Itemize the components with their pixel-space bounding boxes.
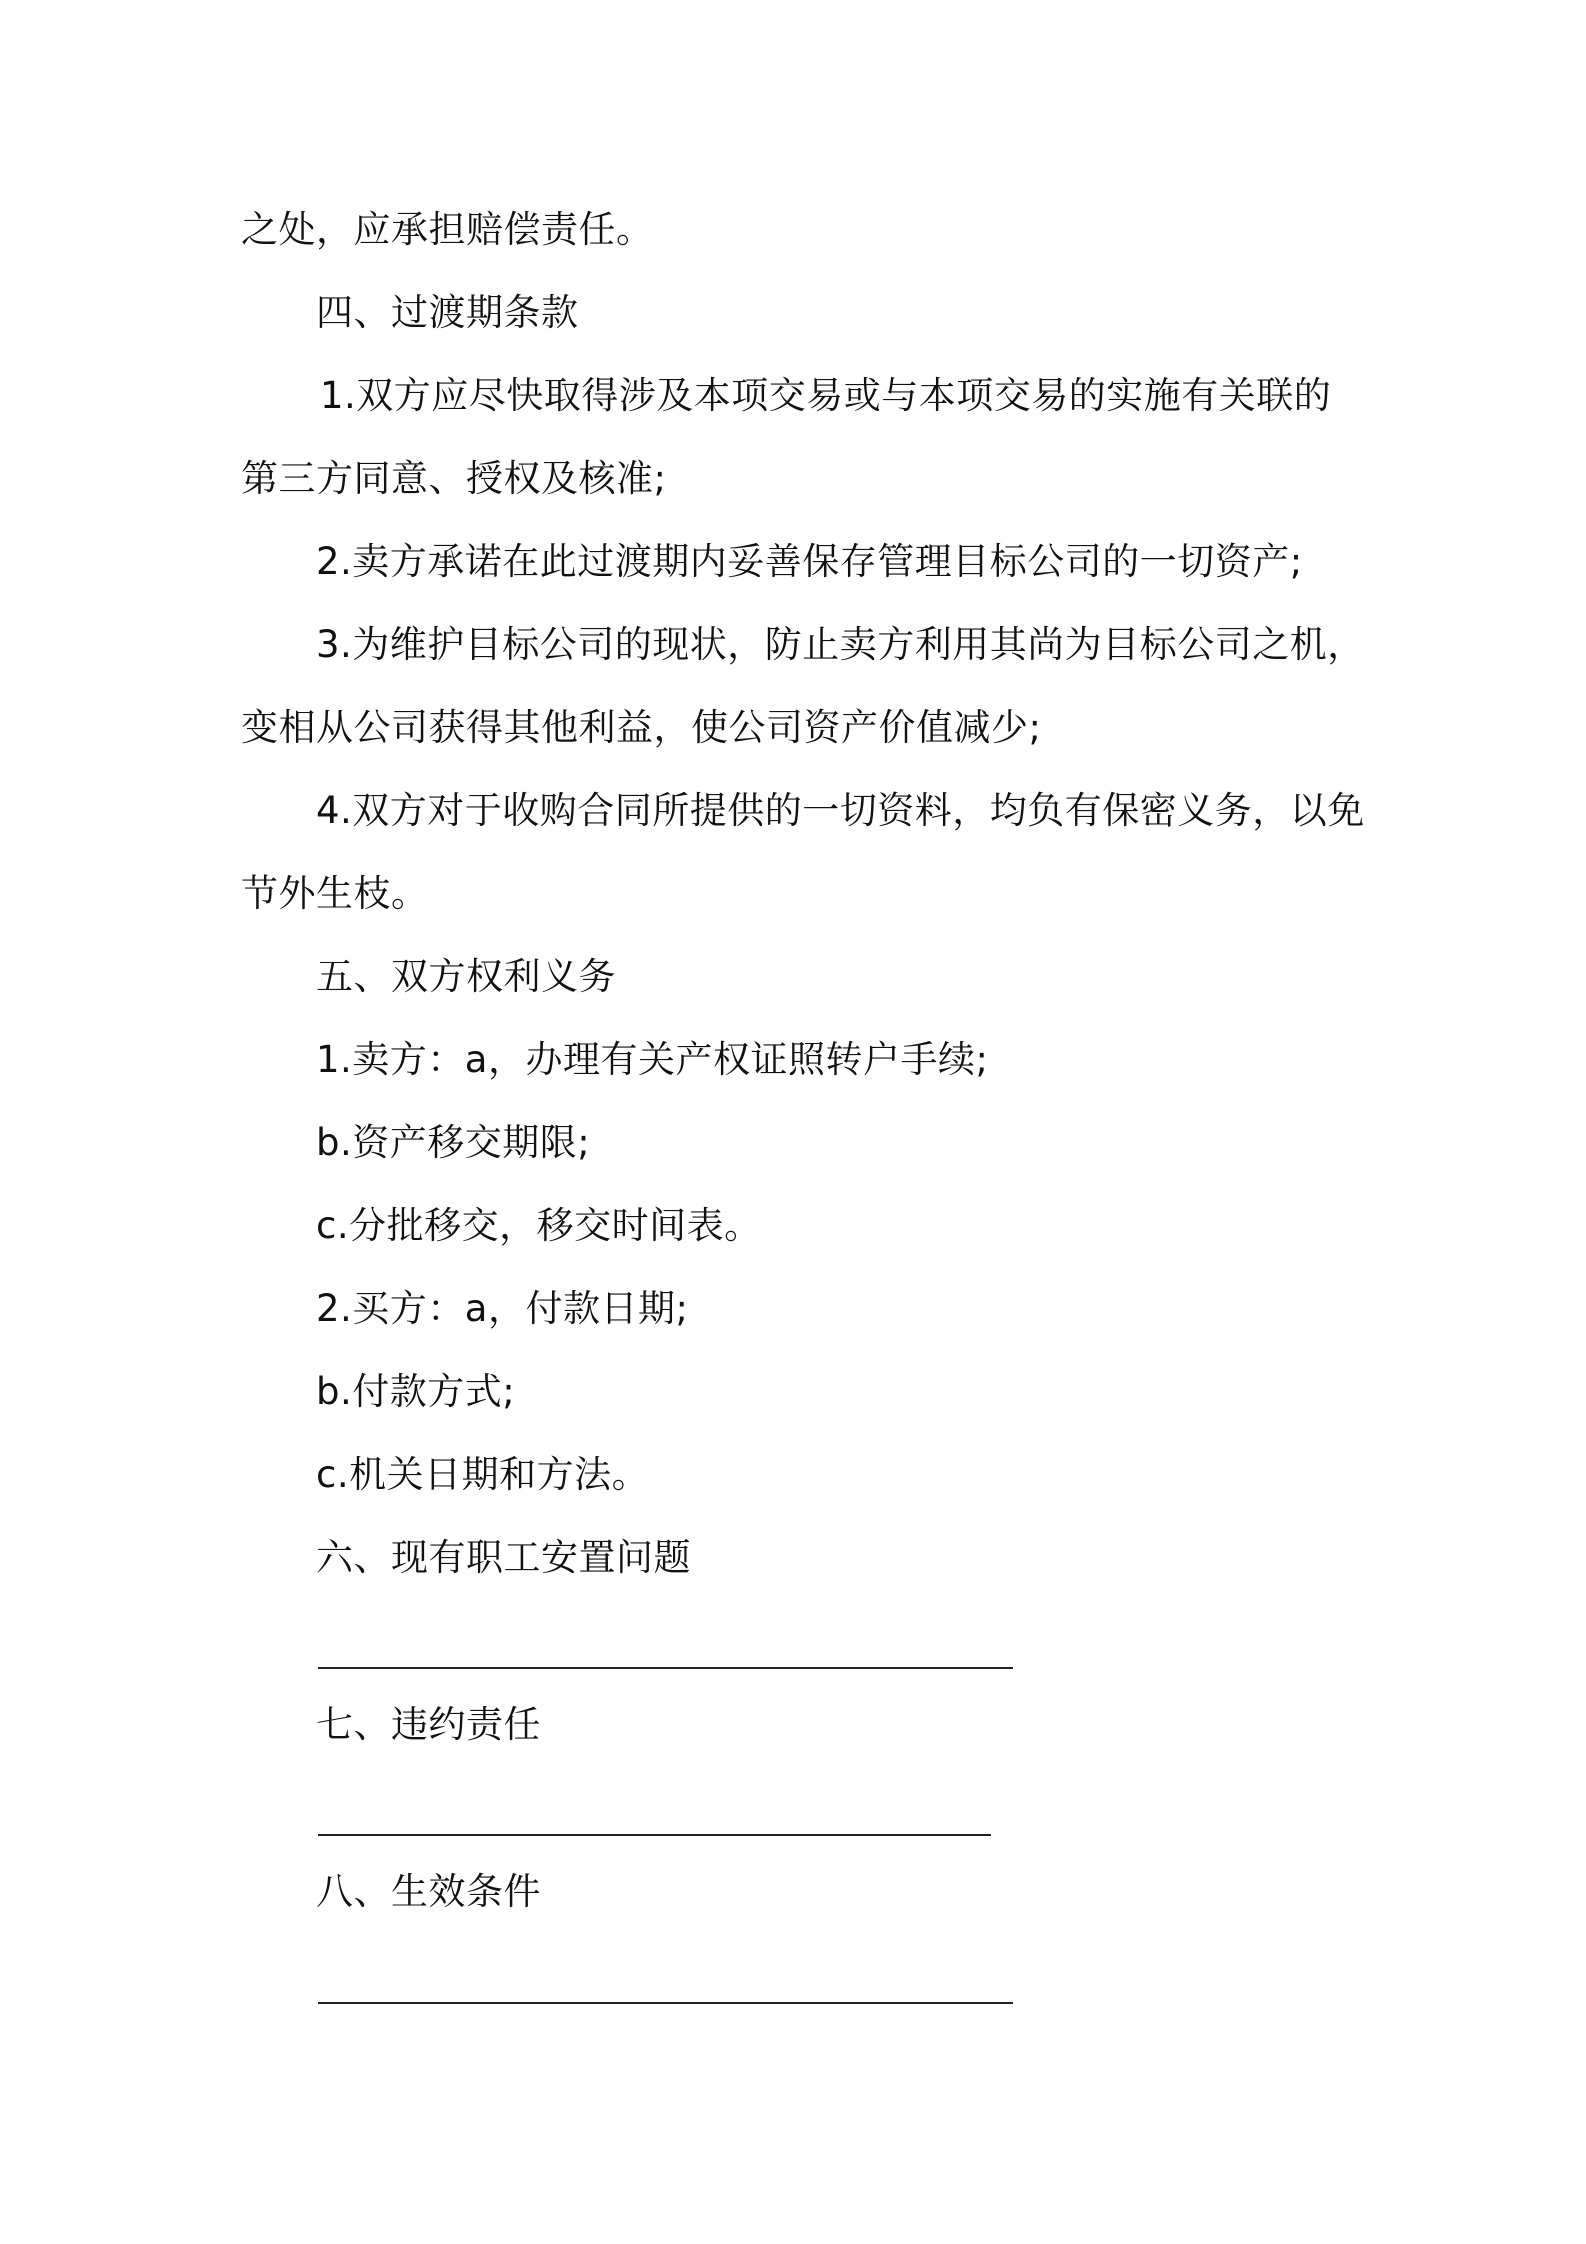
text-line-12: b.资产移交期限;	[316, 1121, 591, 1164]
blank-fill-line-6	[318, 1667, 1013, 1669]
blank-fill-line-8	[318, 2002, 1013, 2004]
text-line-11: 1.卖方：a，办理有关产权证照转户手续;	[316, 1038, 989, 1081]
text-line-15: b.付款方式;	[316, 1370, 516, 1413]
text-line-1: 之处，应承担赔偿责任。	[241, 208, 654, 251]
text-line-5: 2.卖方承诺在此过渡期内妥善保存管理目标公司的一切资产;	[316, 540, 1303, 583]
section-heading-8: 八、生效条件	[316, 1870, 541, 1913]
text-line-6: 3.为维护目标公司的现状，防止卖方利用其尚为目标公司之机，	[316, 623, 1365, 666]
text-line-16: c.机关日期和方法。	[316, 1453, 650, 1496]
text-line-8: 4.双方对于收购合同所提供的一切资料，均负有保密义务，以免	[316, 789, 1365, 832]
text-line-13: c.分批移交，移交时间表。	[316, 1204, 762, 1247]
section-heading-6: 六、现有职工安置问题	[316, 1536, 691, 1579]
section-heading-5: 五、双方权利义务	[316, 955, 616, 998]
text-line-3: 1.双方应尽快取得涉及本项交易或与本项交易的实施有关联的	[320, 374, 1332, 417]
section-heading-4: 四、过渡期条款	[316, 291, 579, 334]
blank-fill-line-7	[318, 1834, 991, 1836]
text-line-14: 2.买方：a，付款日期;	[316, 1287, 689, 1330]
text-line-7: 变相从公司获得其他利益，使公司资产价值减少;	[241, 706, 1042, 749]
section-heading-7: 七、违约责任	[316, 1703, 541, 1746]
text-line-4: 第三方同意、授权及核准;	[241, 457, 667, 500]
text-line-9: 节外生枝。	[241, 872, 429, 915]
